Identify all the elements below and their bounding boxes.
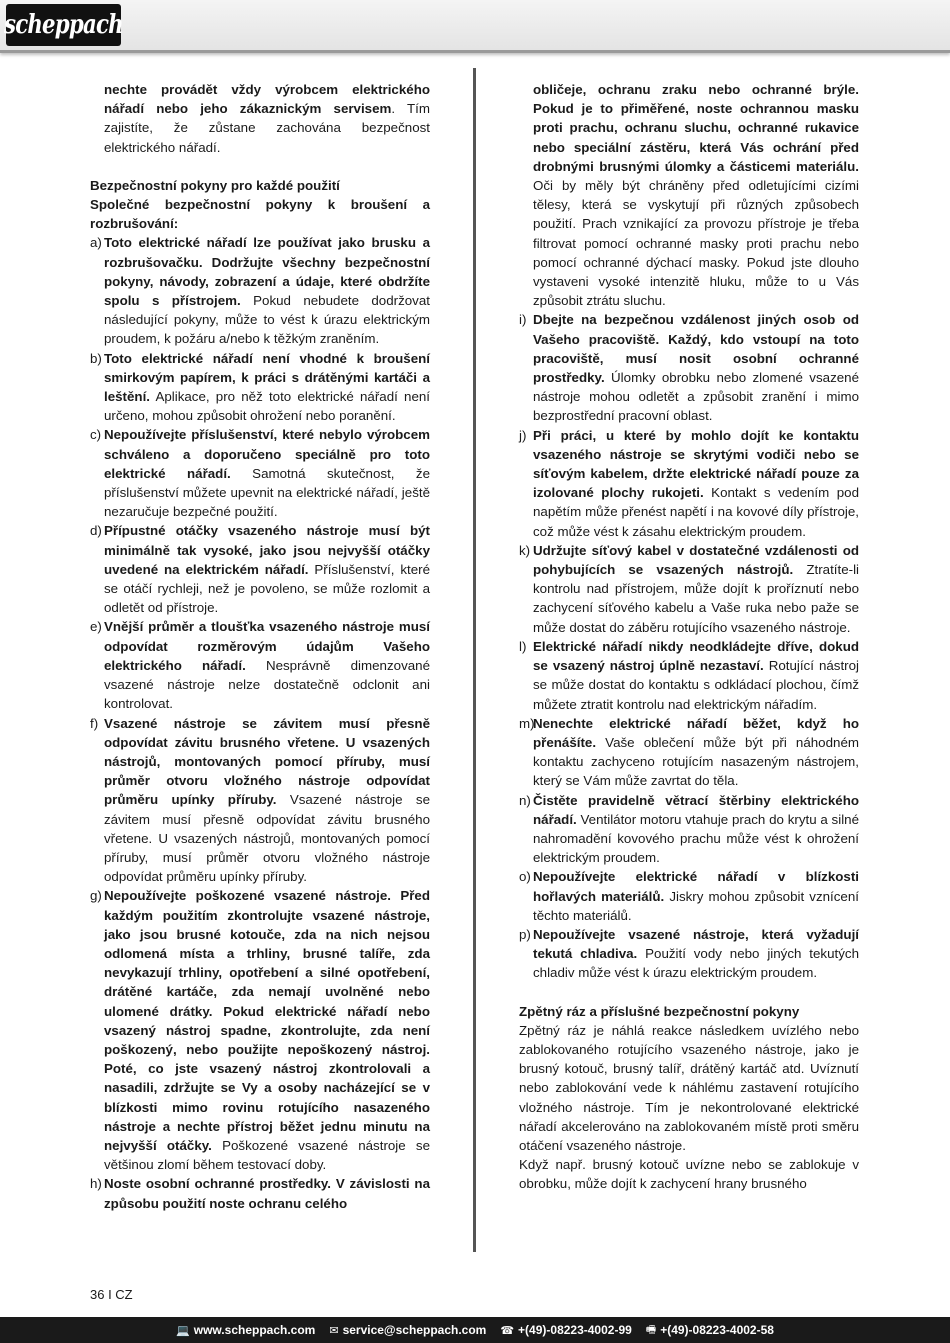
item-bold-text: Nepoužívejte elektrické nářadí v blízkosti hořlavých materiálů.: [533, 869, 859, 904]
item-text: Kontakt s vedením pod napětím může přenést napětí i na kovové díly přístroje, což může vést k zásahu elektrickým proudem.: [533, 485, 859, 539]
list-item: [519, 426, 859, 541]
list-item: [90, 349, 430, 426]
kickback-paragraph: Zpětný ráz je náhlá reakce následkem uvízlého nebo zablokovaného rotujícího vsazeného nástroje, jako je brusný kotouč, brusný talíř, drátěný kartáč atd. Uvíznutí nebo zablokování vede k náhlému zastavení rotujícího vložného nástroje. Tím je nekontrolované elektrické nářadí akcelerováno na zablokovaném místě proti směru otáčení vsazeného nástroje.: [519, 1022, 859, 1153]
computer-icon: 💻: [176, 1324, 190, 1337]
item-label: j): [519, 427, 527, 443]
item-text: Samotná skutečnost, že příslušenství můžete upevnit na elektrické nářadí, ještě nezaručuje bezpečné použití.: [104, 465, 430, 520]
item-bold-text: Toto elektrické nářadí není vhodné k broušení smirkovým papírem, k práci s drátěnými kartáči a leštění.: [104, 350, 430, 405]
item-label: o): [519, 869, 531, 885]
item-label: f): [90, 715, 99, 731]
list-item: [90, 1174, 430, 1212]
mail-icon: ✉: [329, 1324, 339, 1337]
left-column: [90, 80, 430, 1213]
item-text: Vsazené nástroje se závitem musí přesně odpovídat závitu brusného vřetene. U vsazených nástrojů, montovaných pomocí příruby, musí průměr otvoru vložného nástroje odpovídat průměru upínky příruby.: [104, 792, 430, 885]
item-bold-text: Dbejte na bezpečnou vzdálenost jiných osob od Vašeho pracoviště. Každý, kdo vstoupí na toto pracoviště, musí nosit osobní ochranné prostředky.: [533, 312, 859, 386]
item-text: Úlomky obrobku nebo zlomené vsazené nástroje mohou odletět a způsobit zranění i mimo bezprostřední pracovní oblast.: [533, 370, 859, 424]
item-text: Použití vody nebo jiných tekutých chladiv může vést k úrazu elektrickým proudem.: [533, 946, 859, 981]
item-bold-text: Nenechte elektrické nářadí běžet, když ho přenášíte.: [533, 715, 859, 750]
list-item: [90, 617, 430, 713]
footer-phone: ☎ +(49)-08223-4002-99: [500, 1323, 632, 1337]
item-bold-text: Nepoužívejte poškozené vsazené nástroje. Před každým použitím zkontrolujte vsazené nástroje, jako jsou brusné kotouče, zda na nich nejsou odlomená místa a trhliny, brusné talíře, zda nevykazují trhliny, opotřebení a silné opotřebení, drátěné kartáče, zda nemají uvolněné nebo ulomené drátky. Pokud elektrické nářadí nebo vsazený nástroj spadne, zkontrolujte, zda není poškozený, nebo použijte nepoškozený nástroj. Poté, co jste vsazený nástroj zkontrolovali a nasadili, zdržujte se Vy a osoby nacházející se v blízkosti mimo rovinu rotujícího nasazeného nástroje a nechte přístroj běžet jednu minutu na nejvyšší otáčky.: [104, 888, 430, 1153]
item-bold-text: Udržujte síťový kabel v dostatečné vzdálenosti od pohybujících se vsazených nástrojů.: [533, 542, 859, 578]
subsection-heading: Společné bezpečnostní pokyny k broušení a rozbrušování:: [90, 197, 430, 232]
item-label: l): [519, 638, 527, 654]
item-text: Jiskry mohou způsobit vznícení těchto materiálů.: [533, 888, 859, 923]
footer-fax: 🖷 +(49)-08223-4002-58: [646, 1321, 774, 1340]
right-list: [519, 310, 859, 982]
item-text: Ventilátor motoru vtahuje prach do krytu a silné nahromadění kovového prachu může vést k ohrožení elektrickým proudem.: [533, 811, 859, 866]
list-item: [519, 310, 859, 425]
item-label: e): [90, 619, 102, 635]
item-label: i): [519, 312, 527, 328]
right-column: [519, 80, 859, 1194]
item-text: Poškozené vsazené nástroje se většinou zlomí během testovací doby.: [104, 1137, 430, 1173]
footer-web[interactable]: 💻 www.scheppach.com: [176, 1323, 316, 1337]
footer-bar: [0, 1317, 950, 1343]
item-bold-text: Vnější průměr a tloušťka vsazeného nástroje musí odpovídat rozměrovým údajům Vašeho elektrického nářadí.: [104, 619, 430, 673]
item-bold-text: Čistěte pravidelně větrací štěrbiny elektrického nářadí.: [533, 792, 859, 827]
list-item: [519, 867, 859, 925]
item-text: Ztratíte-li kontrolu nad přístrojem, může dojít k proříznutí nebo zachycení síťového kabelu a Vaše ruka nebo paže se může dostat do záběru rotujícího vsazeného nástroje.: [533, 562, 859, 635]
column-divider: [473, 68, 476, 1252]
fax-icon: 🖷: [645, 1323, 657, 1336]
list-item: [90, 714, 430, 887]
item-text: Rotující nástroj se může dostat do kontaktu s odkládací plochou, čímž můžete ztratit kontrolu nad elektrickým nářadím.: [533, 658, 859, 712]
item-bold-text: Při práci, u které by mohlo dojít ke kontaktu vsazeného nástroje se skrytými vodiči nebo se síťovým kabelem, držte elektrické nářadí pouze za izolované plochy rukojeti.: [533, 427, 859, 501]
list-item: [90, 233, 430, 348]
scheppach-logo: [6, 4, 121, 46]
item-text: Aplikace, pro něž toto elektrické nářadí není určeno, mohou způsobit ohrožení nebo poranění.: [104, 389, 430, 424]
item-text: Pokud nebudete dodržovat následující pokyny, může to vést k úrazu elektrickým proudem, k požáru a/nebo k těžkým zraněním.: [104, 293, 430, 347]
left-list: [90, 233, 430, 1212]
list-item: [519, 637, 859, 714]
item-label: p): [519, 926, 531, 942]
section-heading: Bezpečnostní pokyny pro každé použití: [90, 177, 340, 193]
item-text: Nesprávně dimenzované vsazené nástroje nelze dostatečně odclonit ani kontrolovat.: [104, 657, 430, 712]
item-text: Příslušenství, které se otáčí rychleji, než je povoleno, se může rozlomit a odletět od přístroje.: [104, 561, 431, 616]
item-label: d): [90, 523, 102, 539]
list-item: [519, 791, 859, 868]
item-label: c): [90, 427, 102, 443]
phone-icon: ☎: [500, 1324, 515, 1337]
item-bold-text: Přípustné otáčky vsazeného nástroje musí být minimálně tak vysoké, jako jsou nejvyšší otáčky uvedené na elektrickém nářadí.: [104, 523, 430, 577]
item-bold-text: Noste osobní ochranné prostředky. V závislosti na způsobu použití noste ochranu celého: [104, 1176, 430, 1211]
item-label: m): [519, 715, 535, 731]
item-bold-text: Elektrické nářadí nikdy neodkládejte dříve, dokud se vsazený nástroj úplně nezastaví.: [533, 638, 859, 674]
item-label: b): [90, 350, 102, 366]
list-item: [519, 714, 859, 791]
item-label: k): [519, 542, 531, 558]
left-intro: nechte provádět vždy výrobcem elektrického nářadí nebo jeho zákaznickým servisem. Tím zajistíte, že zůstane zachována bezpečnost elektrického nářadí.: [104, 82, 430, 155]
kickback-paragraph: Když např. brusný kotouč uvízne nebo se zablokuje v obrobku, může dojít k zachycení hrany brusného: [519, 1157, 859, 1192]
item-bold-text: Toto elektrické nářadí lze používat jako brusku a rozbrušovačku. Dodržujte všechny bezpečnostní pokyny, návody, zobrazení a údaje, které obdržíte spolu s přístrojem.: [104, 235, 430, 309]
list-item: [519, 925, 859, 983]
logo-text: scheppach: [4, 10, 123, 40]
item-label: h): [90, 1176, 102, 1192]
item-label: n): [519, 792, 531, 808]
item-text: Vaše oblečení může být při náhodném kontaktu zachyceno rotujícím nasazeným nástrojem, který se Vám může zavrtat do těla.: [533, 734, 859, 789]
list-item: [90, 425, 430, 521]
item-label: g): [90, 888, 102, 904]
item-bold-text: Vsazené nástroje se závitem musí přesně odpovídat závitu brusného vřetene. U vsazených nástrojů, montovaných pomocí příruby, musí průměr otvoru vložného nástroje odpovídat průměru upínky příruby.: [104, 715, 430, 808]
footer-email[interactable]: ✉ service@scheppach.com: [329, 1323, 487, 1337]
item-label: a): [90, 235, 102, 251]
kickback-heading: Zpětný ráz a příslušné bezpečnostní pokyny: [519, 1003, 800, 1019]
list-item: [519, 541, 859, 637]
item-bold-text: Nepoužívejte příslušenství, které nebylo výrobcem schváleno a doporučeno speciálně pro toto elektrické nářadí.: [104, 427, 430, 481]
page-number: 36 I CZ: [90, 1287, 133, 1302]
right-intro: obličeje, ochranu zraku nebo ochranné brýle. Pokud je to přiměřené, noste ochrannou masku proti prachu, ochranu sluchu, ochranné rukavice nebo speciální zástěru, která Vás ochrání před drobnými brusnými úlomky a částicemi materiálu. Oči by měly být chráněny před odletujícími cizími tělesy, která se vyskytují při různých způsobech použití. Prach vznikající za provozu přístroje je třeba filtrovat pomocí ochranné masky proti prachu nebo pomocí ochranné dýchací masky. Pokud jste dlouho vystaveni vysoké intenzitě hluku, může to u Vás způsobit ztrátu sluchu.: [533, 82, 859, 309]
header-bar: [0, 0, 950, 53]
item-bold-text: Nepoužívejte vsazené nástroje, která vyžadují tekutá chladiva.: [533, 926, 859, 962]
list-item: [90, 886, 430, 1174]
list-item: [90, 521, 430, 617]
